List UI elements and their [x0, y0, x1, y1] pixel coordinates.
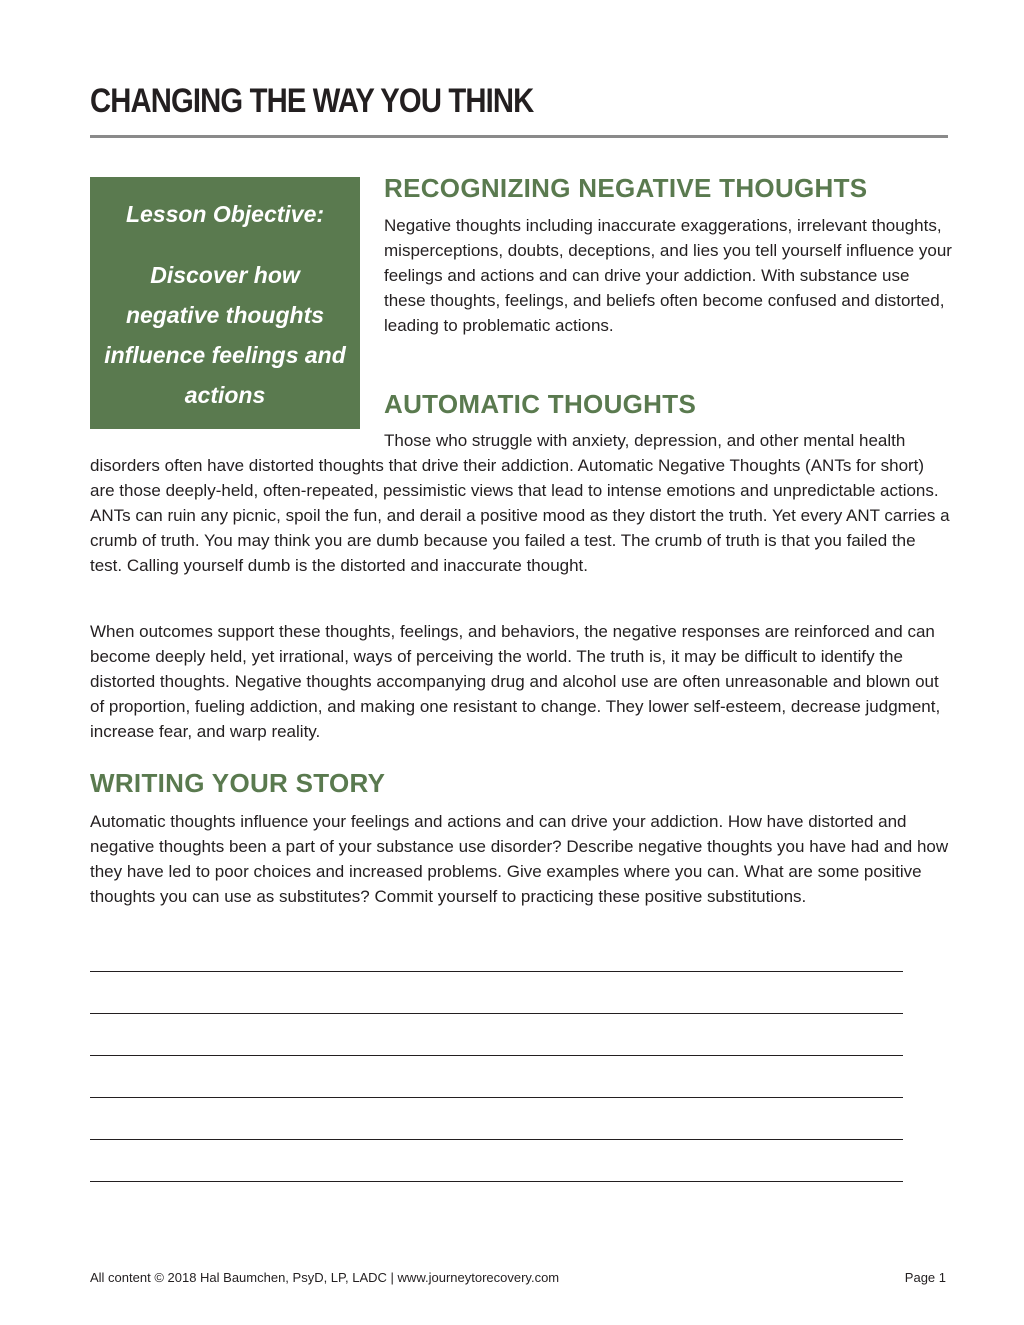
recognizing-paragraph: Negative thoughts including inaccurate exaggerations, irrelevant thoughts, misperceptions, doubts, deceptions, and lies you tell yourself influence your feelings and actions and can drive your addiction. With substance use these thoughts, feelings, and beliefs often become confused and distorted, leading to problematic actions. [384, 216, 952, 335]
page-title: CHANGING THE WAY YOU THINK [90, 82, 534, 120]
title-divider [90, 135, 948, 138]
writing-line[interactable] [90, 1139, 903, 1140]
page-number: Page 1 [904, 1270, 946, 1285]
writing-line[interactable] [90, 1013, 903, 1014]
writing-line[interactable] [90, 1181, 903, 1182]
writing-line[interactable] [90, 1097, 903, 1098]
writing-line[interactable] [90, 971, 903, 972]
footer-credit: All content © 2018 Hal Baumchen, PsyD, LP, LADC | www.journeytorecovery.com [90, 1270, 560, 1285]
objective-heading: Lesson Objective: [125, 201, 325, 227]
recognizing-heading: RECOGNIZING NEGATIVE THOUGHTS [384, 173, 868, 203]
automatic-heading: AUTOMATIC THOUGHTS [384, 389, 697, 419]
writing-paragraph: Automatic thoughts influence your feelings and actions and can drive your addiction. How have distorted and negative thoughts been a part of your substance use disorder? Describe negative thoughts you have had and how they have led to poor choices and increased problems. Give examples where you can. What are some positive thoughts you can use as substitutes? Commit yourself to practicing these positive substitutions. [90, 812, 949, 906]
lesson-objective-box [90, 177, 360, 429]
writing-line[interactable] [90, 1055, 903, 1056]
objective-text: Discover how negative thoughts influence feelings and actions [104, 262, 346, 408]
automatic-paragraph-2: When outcomes support these thoughts, feelings, and behaviors, the negative responses are reinforced and can become deeply held, yet irrational, ways of perceiving the world. The truth is, it may be difficult to identify the distorted thoughts. Negative thoughts accompanying drug and alcohol use are often unreasonable and blown out of proportion, fueling addiction, and making one resistant to change. They lower self-esteem, decrease judgment, increase fear, and warp reality. [90, 622, 941, 741]
automatic-paragraph-1: Those who struggle with anxiety, depression, and other mental health disorders often have distorted thoughts that drive their addiction. Automatic Negative Thoughts (ANTs for short) are those deeply-held, often-repeated, pessimistic views that lead to intense emotions and unpredictable actions. ANTs can ruin any picnic, spoil the fun, and derail a positive mood as they distort the truth. Yet every ANT carries a crumb of truth. You may think you are dumb because you failed a test. The crumb of truth is that you failed the test. Calling yourself dumb is the distorted and inaccurate thought. [90, 431, 950, 575]
writing-heading: WRITING YOUR STORY [90, 768, 386, 798]
